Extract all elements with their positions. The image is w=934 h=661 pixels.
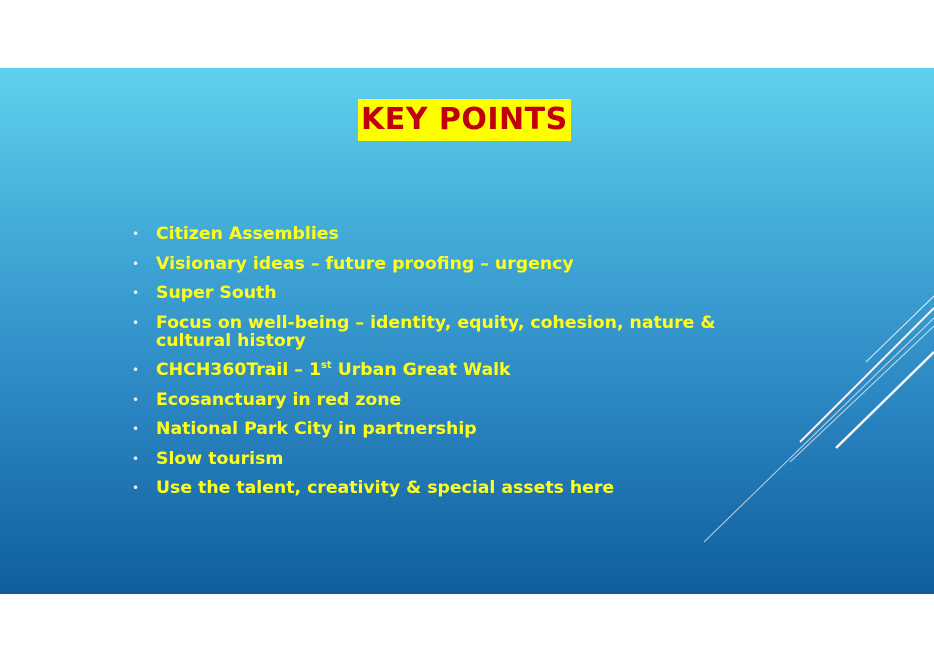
decorative-line	[800, 308, 934, 442]
bullet-text: Super South	[156, 283, 277, 303]
bullet-text: Use the talent, creativity & special assets here	[156, 478, 615, 498]
decorative-line	[790, 326, 934, 462]
bullet-text: Slow tourism	[156, 448, 284, 469]
bullet-text: Focus on well-being – identity, equity, cohesion, nature & cultural history	[156, 312, 716, 351]
bullet-dot-icon: •	[132, 422, 140, 436]
bullet-text: National Park City in partnership	[156, 419, 477, 439]
bullet-text-post: Urban Great Walk	[331, 360, 511, 380]
bullet-text: Citizen Assemblies	[156, 224, 339, 244]
bullet-dot-icon: •	[132, 392, 140, 407]
decorative-line	[866, 296, 934, 362]
bullet-text: Visionary ideas – future proofing – urgency	[156, 253, 574, 274]
decorative-line	[704, 318, 934, 542]
bullet-dot-icon: •	[132, 256, 140, 271]
bullet-text-pre: CHCH360Trail – 1	[156, 360, 321, 380]
bullet-dot-icon: •	[132, 227, 140, 241]
decorative-lines	[0, 68, 934, 594]
slide	[0, 68, 934, 594]
bullet-dot-icon: •	[132, 315, 140, 330]
bullet-dot-icon: •	[132, 451, 140, 466]
bullet-dot-icon: •	[132, 363, 140, 377]
slide-title: KEY POINTS	[358, 99, 571, 141]
bullet-text: Ecosanctuary in red zone	[156, 389, 402, 410]
bullet-text-superscript: st	[320, 360, 332, 372]
bullet-dot-icon: •	[132, 286, 140, 300]
bullet-dot-icon: •	[132, 481, 140, 495]
